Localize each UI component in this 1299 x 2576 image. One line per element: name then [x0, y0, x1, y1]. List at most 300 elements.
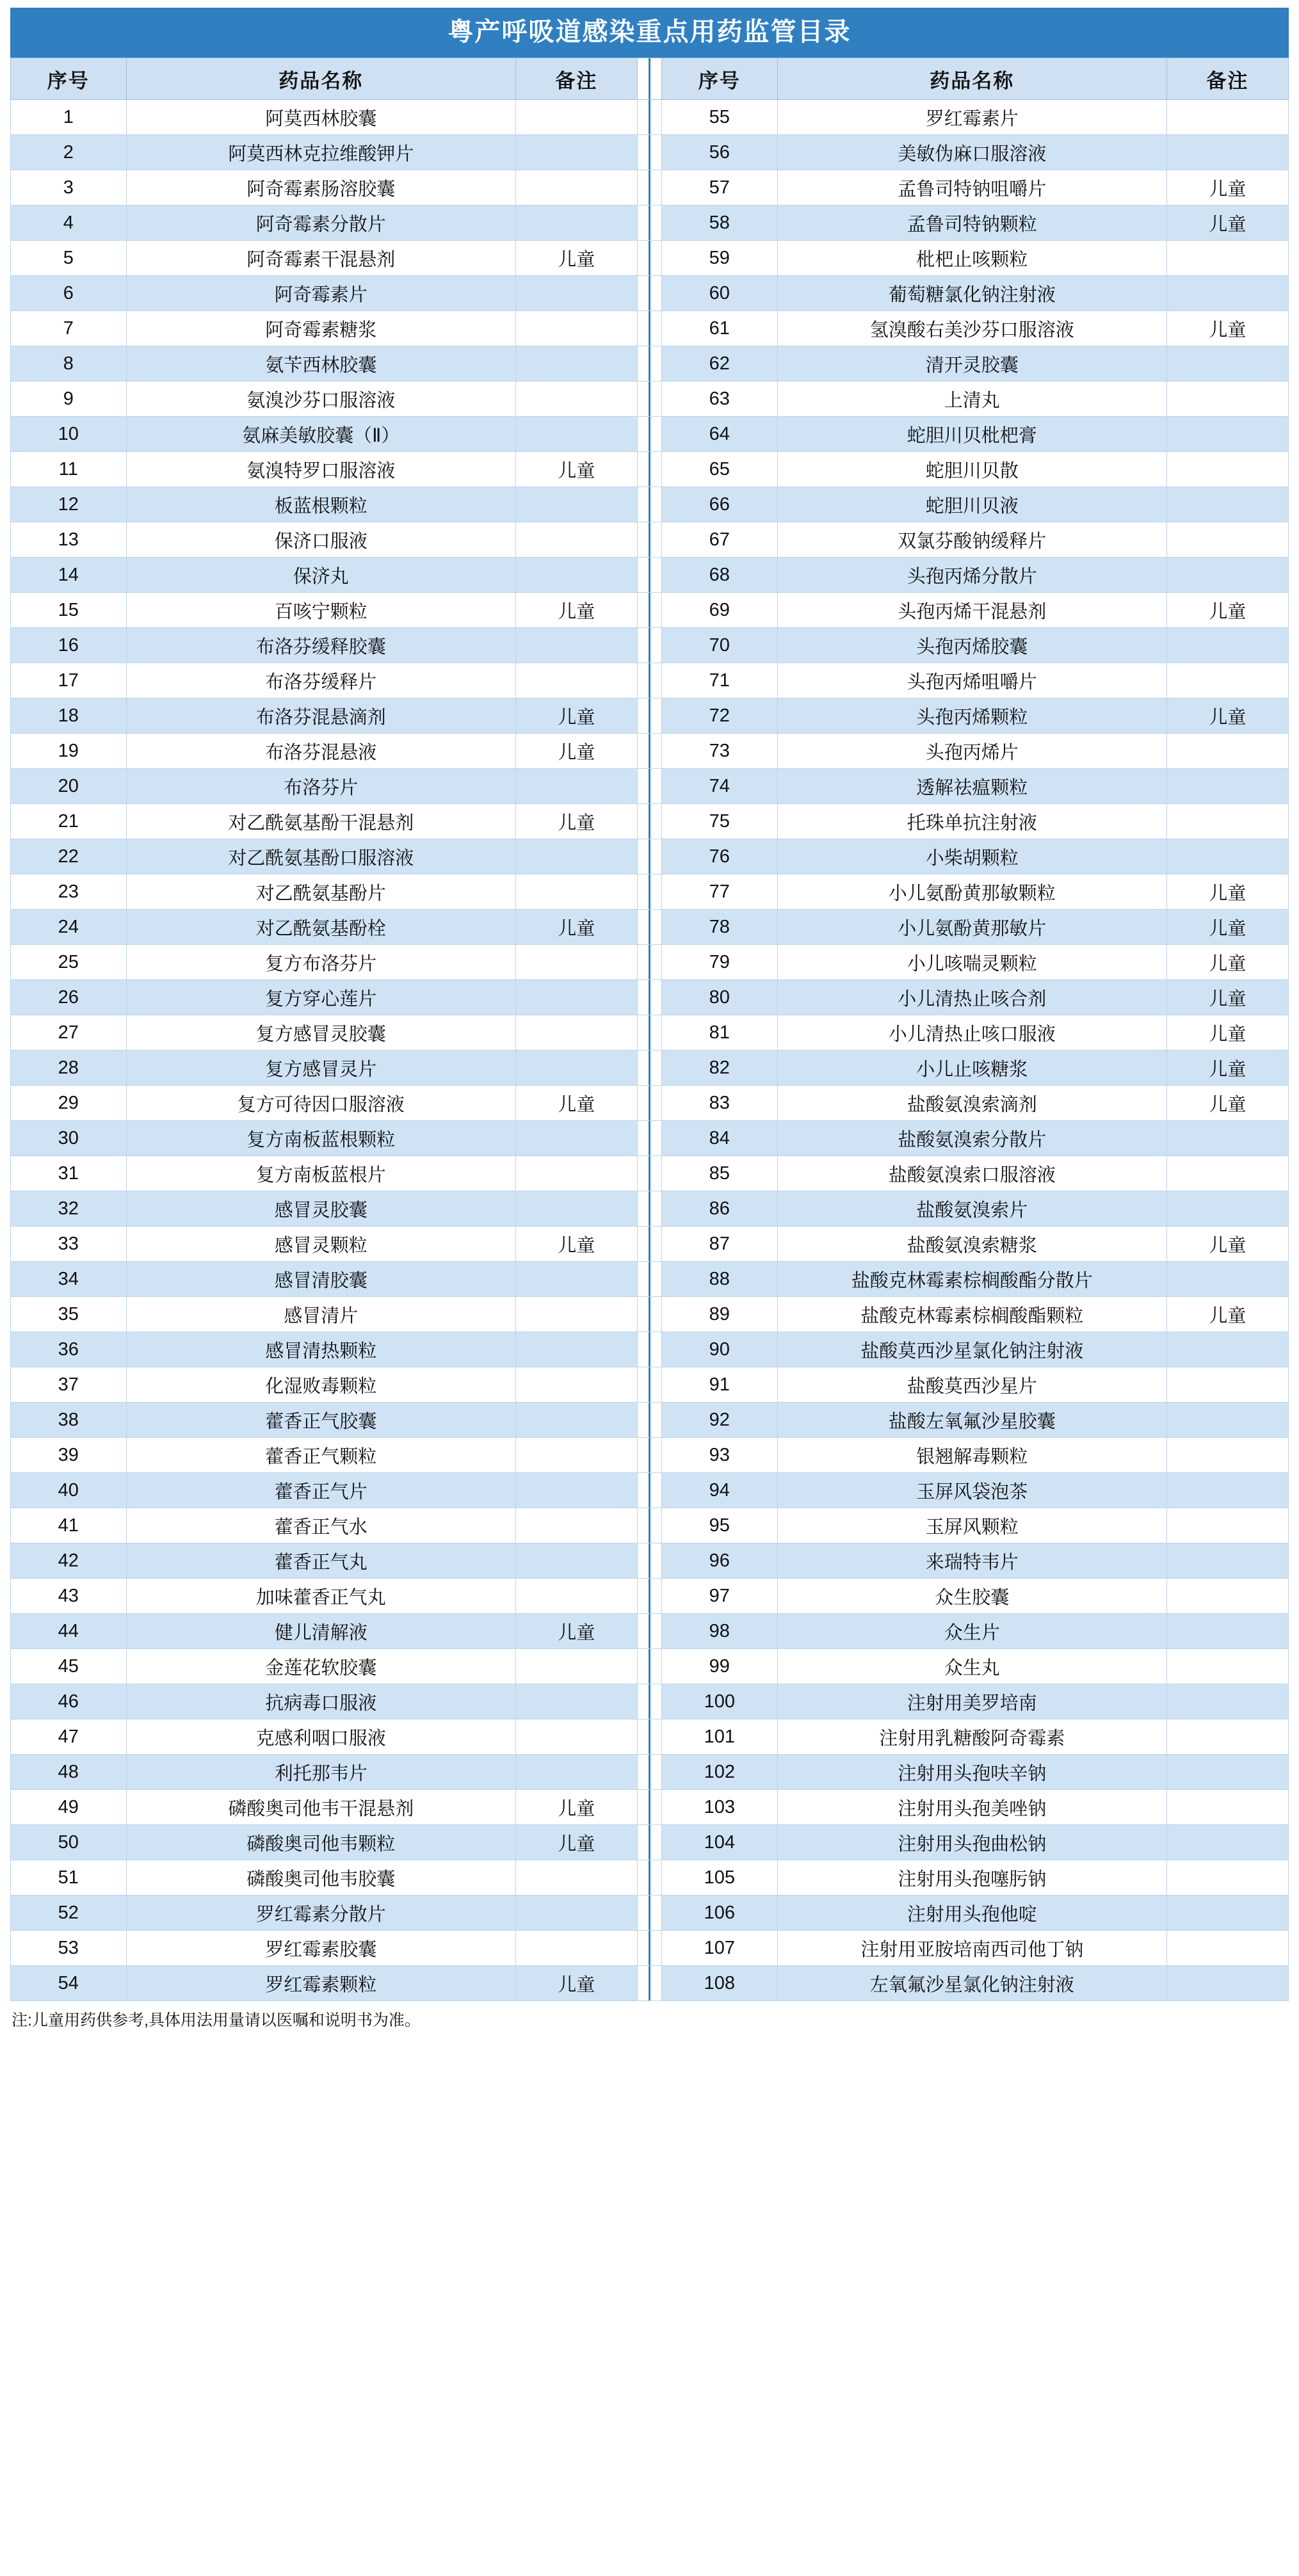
cell-name-left: 金莲花软胶囊	[126, 1649, 515, 1684]
cell-seq-right: 65	[661, 452, 777, 487]
cell-note-left	[515, 874, 637, 910]
table-row	[11, 522, 1289, 558]
cell-note-left: 儿童	[515, 698, 637, 734]
cell-note-right	[1166, 417, 1288, 452]
cell-seq-right: 82	[661, 1051, 777, 1086]
cell-note-right: 儿童	[1166, 1051, 1288, 1086]
cell-name-left: 布洛芬混悬液	[126, 734, 515, 769]
column-divider	[637, 1086, 661, 1121]
cell-seq-right: 89	[661, 1297, 777, 1332]
table-row	[11, 1543, 1289, 1579]
table-row	[11, 1719, 1289, 1755]
cell-name-right: 孟鲁司特钠颗粒	[777, 205, 1166, 241]
table-row	[11, 593, 1289, 628]
cell-seq-left: 7	[11, 311, 127, 346]
cell-name-left: 布洛芬混悬滴剂	[126, 698, 515, 734]
cell-note-right	[1166, 1579, 1288, 1614]
cell-seq-right: 97	[661, 1579, 777, 1614]
cell-name-right: 头孢丙烯片	[777, 734, 1166, 769]
cell-note-left	[515, 170, 637, 205]
cell-name-left: 氨麻美敏胶囊（Ⅱ）	[126, 417, 515, 452]
table-row	[11, 1121, 1289, 1156]
column-divider	[637, 241, 661, 276]
cell-note-left: 儿童	[515, 1825, 637, 1860]
cell-note-right: 儿童	[1166, 945, 1288, 980]
cell-name-right: 众生胶囊	[777, 1579, 1166, 1614]
table-row	[11, 170, 1289, 205]
column-divider	[637, 1825, 661, 1860]
cell-name-right: 美敏伪麻口服溶液	[777, 135, 1166, 170]
column-header-name-left: 药品名称	[126, 58, 515, 100]
cell-note-right	[1166, 1649, 1288, 1684]
cell-note-left	[515, 1473, 637, 1508]
cell-note-right	[1166, 734, 1288, 769]
cell-name-left: 阿奇霉素分散片	[126, 205, 515, 241]
cell-name-left: 藿香正气颗粒	[126, 1438, 515, 1473]
cell-note-left	[515, 205, 637, 241]
cell-note-left: 儿童	[515, 910, 637, 945]
cell-name-right: 注射用美罗培南	[777, 1684, 1166, 1719]
cell-note-right	[1166, 135, 1288, 170]
cell-seq-left: 53	[11, 1931, 127, 1966]
table-row	[11, 1191, 1289, 1227]
cell-note-right	[1166, 1825, 1288, 1860]
column-divider	[637, 487, 661, 522]
cell-note-right: 儿童	[1166, 593, 1288, 628]
cell-name-left: 罗红霉素分散片	[126, 1896, 515, 1931]
cell-note-right	[1166, 1438, 1288, 1473]
table-row	[11, 558, 1289, 593]
cell-seq-left: 36	[11, 1332, 127, 1367]
cell-note-left	[515, 522, 637, 558]
column-header-seq-right: 序号	[661, 58, 777, 100]
cell-name-right: 上清丸	[777, 382, 1166, 417]
cell-note-left	[515, 1015, 637, 1051]
cell-seq-right: 98	[661, 1614, 777, 1649]
column-divider	[637, 698, 661, 734]
table-header	[11, 58, 1289, 100]
cell-name-left: 感冒清片	[126, 1297, 515, 1332]
cell-seq-left: 43	[11, 1579, 127, 1614]
cell-name-left: 对乙酰氨基酚栓	[126, 910, 515, 945]
cell-name-left: 保济口服液	[126, 522, 515, 558]
cell-note-left	[515, 1684, 637, 1719]
cell-note-right	[1166, 628, 1288, 663]
cell-note-right	[1166, 1896, 1288, 1931]
cell-name-left: 罗红霉素颗粒	[126, 1966, 515, 2001]
cell-seq-right: 64	[661, 417, 777, 452]
cell-name-right: 小儿清热止咳口服液	[777, 1015, 1166, 1051]
cell-name-left: 阿奇霉素糖浆	[126, 311, 515, 346]
cell-name-right: 头孢丙烯胶囊	[777, 628, 1166, 663]
cell-name-right: 盐酸左氧氟沙星胶囊	[777, 1403, 1166, 1438]
cell-note-right	[1166, 804, 1288, 839]
column-divider	[637, 1367, 661, 1403]
cell-note-right: 儿童	[1166, 170, 1288, 205]
cell-name-left: 氨溴沙芬口服溶液	[126, 382, 515, 417]
cell-name-right: 头孢丙烯干混悬剂	[777, 593, 1166, 628]
column-divider	[637, 1614, 661, 1649]
cell-seq-right: 80	[661, 980, 777, 1015]
table-row	[11, 1297, 1289, 1332]
cell-note-left: 儿童	[515, 452, 637, 487]
cell-name-right: 注射用头孢呋辛钠	[777, 1755, 1166, 1790]
column-divider	[637, 1015, 661, 1051]
cell-seq-right: 56	[661, 135, 777, 170]
cell-seq-right: 58	[661, 205, 777, 241]
cell-note-left	[515, 276, 637, 311]
table-header-row	[11, 58, 1289, 100]
column-divider	[637, 1579, 661, 1614]
cell-name-left: 阿奇霉素干混悬剂	[126, 241, 515, 276]
cell-name-left: 复方感冒灵片	[126, 1051, 515, 1086]
cell-note-left	[515, 1051, 637, 1086]
cell-note-left	[515, 1332, 637, 1367]
cell-note-left	[515, 487, 637, 522]
cell-note-right	[1166, 1473, 1288, 1508]
cell-seq-left: 13	[11, 522, 127, 558]
column-divider	[637, 1755, 661, 1790]
cell-name-left: 加味藿香正气丸	[126, 1579, 515, 1614]
cell-name-left: 复方布洛芬片	[126, 945, 515, 980]
cell-name-right: 蛇胆川贝液	[777, 487, 1166, 522]
cell-seq-right: 74	[661, 769, 777, 804]
cell-note-left: 儿童	[515, 593, 637, 628]
cell-note-left	[515, 839, 637, 874]
column-header-seq-left: 序号	[11, 58, 127, 100]
cell-name-right: 盐酸莫西沙星片	[777, 1367, 1166, 1403]
cell-seq-right: 96	[661, 1543, 777, 1579]
cell-name-right: 盐酸氨溴索滴剂	[777, 1086, 1166, 1121]
column-divider	[637, 1156, 661, 1191]
column-divider	[637, 1473, 661, 1508]
table-row	[11, 1367, 1289, 1403]
column-divider	[637, 1438, 661, 1473]
cell-note-left: 儿童	[515, 734, 637, 769]
cell-name-left: 感冒清胶囊	[126, 1262, 515, 1297]
cell-seq-left: 14	[11, 558, 127, 593]
column-divider	[637, 135, 661, 170]
cell-note-left	[515, 1438, 637, 1473]
column-divider	[637, 1191, 661, 1227]
cell-note-left	[515, 1649, 637, 1684]
cell-note-right	[1166, 1719, 1288, 1755]
cell-seq-left: 33	[11, 1227, 127, 1262]
cell-name-left: 克感利咽口服液	[126, 1719, 515, 1755]
cell-name-right: 玉屏风袋泡茶	[777, 1473, 1166, 1508]
cell-name-left: 磷酸奥司他韦颗粒	[126, 1825, 515, 1860]
cell-note-left	[515, 1719, 637, 1755]
cell-name-right: 小柴胡颗粒	[777, 839, 1166, 874]
cell-seq-left: 12	[11, 487, 127, 522]
cell-note-right: 儿童	[1166, 874, 1288, 910]
column-divider	[637, 452, 661, 487]
cell-seq-left: 52	[11, 1896, 127, 1931]
column-divider	[637, 58, 661, 100]
column-header-note-left: 备注	[515, 58, 637, 100]
cell-seq-left: 41	[11, 1508, 127, 1543]
cell-note-right	[1166, 769, 1288, 804]
cell-name-right: 小儿咳喘灵颗粒	[777, 945, 1166, 980]
cell-seq-right: 104	[661, 1825, 777, 1860]
cell-note-right: 儿童	[1166, 311, 1288, 346]
cell-seq-left: 25	[11, 945, 127, 980]
table-row	[11, 1403, 1289, 1438]
table-row	[11, 135, 1289, 170]
cell-seq-right: 55	[661, 100, 777, 135]
cell-name-right: 注射用乳糖酸阿奇霉素	[777, 1719, 1166, 1755]
cell-note-right	[1166, 1156, 1288, 1191]
cell-seq-left: 30	[11, 1121, 127, 1156]
cell-note-right	[1166, 452, 1288, 487]
cell-note-left	[515, 135, 637, 170]
cell-name-left: 藿香正气水	[126, 1508, 515, 1543]
column-divider	[637, 417, 661, 452]
cell-name-left: 复方南板蓝根片	[126, 1156, 515, 1191]
cell-name-right: 注射用头孢美唑钠	[777, 1790, 1166, 1825]
cell-seq-right: 106	[661, 1896, 777, 1931]
cell-note-left: 儿童	[515, 1614, 637, 1649]
column-divider	[637, 1297, 661, 1332]
cell-seq-right: 101	[661, 1719, 777, 1755]
footnote: 注:儿童用药供参考,具体用法用量请以医嘱和说明书为准。	[12, 2011, 421, 2029]
column-divider	[637, 558, 661, 593]
cell-seq-left: 40	[11, 1473, 127, 1508]
cell-seq-left: 49	[11, 1790, 127, 1825]
cell-note-right	[1166, 1931, 1288, 1966]
cell-note-left	[515, 1931, 637, 1966]
cell-name-right: 双氯芬酸钠缓释片	[777, 522, 1166, 558]
cell-name-left: 阿莫西林胶囊	[126, 100, 515, 135]
cell-name-right: 头孢丙烯咀嚼片	[777, 663, 1166, 698]
table-row	[11, 205, 1289, 241]
cell-name-right: 众生片	[777, 1614, 1166, 1649]
column-divider	[637, 1966, 661, 2001]
column-divider	[637, 945, 661, 980]
table-row	[11, 1614, 1289, 1649]
table-row	[11, 945, 1289, 980]
cell-seq-left: 51	[11, 1860, 127, 1896]
cell-seq-left: 42	[11, 1543, 127, 1579]
cell-seq-left: 50	[11, 1825, 127, 1860]
cell-seq-left: 10	[11, 417, 127, 452]
cell-name-right: 孟鲁司特钠咀嚼片	[777, 170, 1166, 205]
cell-note-left	[515, 558, 637, 593]
cell-name-right: 托珠单抗注射液	[777, 804, 1166, 839]
column-divider	[637, 628, 661, 663]
cell-seq-left: 2	[11, 135, 127, 170]
cell-name-left: 氨苄西林胶囊	[126, 346, 515, 382]
cell-seq-left: 15	[11, 593, 127, 628]
column-divider	[637, 1931, 661, 1966]
cell-name-right: 小儿氨酚黄那敏片	[777, 910, 1166, 945]
cell-seq-left: 18	[11, 698, 127, 734]
cell-name-left: 藿香正气丸	[126, 1543, 515, 1579]
cell-seq-left: 8	[11, 346, 127, 382]
cell-seq-right: 59	[661, 241, 777, 276]
table-row	[11, 1579, 1289, 1614]
table-row	[11, 100, 1289, 135]
cell-note-left	[515, 1543, 637, 1579]
table-row	[11, 417, 1289, 452]
cell-note-left: 儿童	[515, 1086, 637, 1121]
cell-name-left: 复方可待因口服溶液	[126, 1086, 515, 1121]
column-divider	[637, 663, 661, 698]
cell-note-right	[1166, 1367, 1288, 1403]
cell-name-left: 对乙酰氨基酚口服溶液	[126, 839, 515, 874]
column-header-note-right: 备注	[1166, 58, 1288, 100]
cell-name-left: 对乙酰氨基酚片	[126, 874, 515, 910]
cell-name-right: 头孢丙烯分散片	[777, 558, 1166, 593]
cell-seq-left: 20	[11, 769, 127, 804]
cell-seq-right: 108	[661, 1966, 777, 2001]
cell-name-right: 清开灵胶囊	[777, 346, 1166, 382]
column-divider	[637, 1332, 661, 1367]
table-row	[11, 1931, 1289, 1966]
cell-seq-right: 87	[661, 1227, 777, 1262]
cell-name-left: 保济丸	[126, 558, 515, 593]
cell-seq-right: 77	[661, 874, 777, 910]
table-row	[11, 1086, 1289, 1121]
table-row	[11, 452, 1289, 487]
cell-seq-right: 72	[661, 698, 777, 734]
table-row	[11, 276, 1289, 311]
cell-note-left	[515, 1508, 637, 1543]
cell-seq-left: 24	[11, 910, 127, 945]
cell-seq-left: 21	[11, 804, 127, 839]
table-row	[11, 980, 1289, 1015]
cell-seq-right: 90	[661, 1332, 777, 1367]
cell-note-right	[1166, 346, 1288, 382]
cell-note-left	[515, 1191, 637, 1227]
cell-name-left: 复方穿心莲片	[126, 980, 515, 1015]
cell-seq-left: 34	[11, 1262, 127, 1297]
cell-name-right: 众生丸	[777, 1649, 1166, 1684]
cell-name-left: 利托那韦片	[126, 1755, 515, 1790]
column-divider	[637, 593, 661, 628]
column-divider	[637, 276, 661, 311]
table-row	[11, 698, 1289, 734]
column-divider	[637, 1403, 661, 1438]
cell-note-right: 儿童	[1166, 1015, 1288, 1051]
cell-note-right	[1166, 382, 1288, 417]
column-divider	[637, 1649, 661, 1684]
cell-note-right: 儿童	[1166, 698, 1288, 734]
column-divider	[637, 1719, 661, 1755]
table-row	[11, 1966, 1289, 2001]
cell-note-right	[1166, 1403, 1288, 1438]
cell-note-left	[515, 1367, 637, 1403]
cell-note-left: 儿童	[515, 1227, 637, 1262]
cell-note-right: 儿童	[1166, 980, 1288, 1015]
column-divider	[637, 1543, 661, 1579]
cell-seq-left: 29	[11, 1086, 127, 1121]
cell-note-left	[515, 1297, 637, 1332]
cell-seq-left: 26	[11, 980, 127, 1015]
table-body	[11, 100, 1289, 2001]
cell-note-right	[1166, 1332, 1288, 1367]
table-row	[11, 1332, 1289, 1367]
cell-seq-left: 3	[11, 170, 127, 205]
cell-note-right	[1166, 1543, 1288, 1579]
cell-seq-right: 94	[661, 1473, 777, 1508]
cell-name-left: 感冒清热颗粒	[126, 1332, 515, 1367]
table-row	[11, 1262, 1289, 1297]
cell-name-right: 银翘解毒颗粒	[777, 1438, 1166, 1473]
column-divider	[637, 1684, 661, 1719]
cell-name-right: 盐酸克林霉素棕榈酸酯分散片	[777, 1262, 1166, 1297]
cell-note-right	[1166, 1262, 1288, 1297]
cell-seq-left: 39	[11, 1438, 127, 1473]
column-divider	[637, 100, 661, 135]
cell-seq-right: 76	[661, 839, 777, 874]
cell-name-left: 阿莫西林克拉维酸钾片	[126, 135, 515, 170]
table-row	[11, 910, 1289, 945]
table-row	[11, 1860, 1289, 1896]
cell-seq-left: 44	[11, 1614, 127, 1649]
cell-name-right: 透解祛瘟颗粒	[777, 769, 1166, 804]
cell-note-left: 儿童	[515, 241, 637, 276]
column-divider	[637, 980, 661, 1015]
cell-seq-right: 67	[661, 522, 777, 558]
cell-seq-left: 22	[11, 839, 127, 874]
cell-name-left: 抗病毒口服液	[126, 1684, 515, 1719]
cell-note-left	[515, 346, 637, 382]
table-row	[11, 1473, 1289, 1508]
table-row	[11, 1896, 1289, 1931]
cell-note-right	[1166, 100, 1288, 135]
cell-seq-left: 37	[11, 1367, 127, 1403]
table-row	[11, 1156, 1289, 1191]
column-divider	[637, 769, 661, 804]
page-title: 粤产呼吸道感染重点用药监管目录	[10, 8, 1289, 58]
cell-name-left: 复方南板蓝根颗粒	[126, 1121, 515, 1156]
cell-note-left	[515, 1579, 637, 1614]
cell-note-left	[515, 945, 637, 980]
cell-name-right: 盐酸克林霉素棕榈酸酯颗粒	[777, 1297, 1166, 1332]
cell-name-right: 蛇胆川贝枇杷膏	[777, 417, 1166, 452]
cell-name-left: 百咳宁颗粒	[126, 593, 515, 628]
cell-name-right: 玉屏风颗粒	[777, 1508, 1166, 1543]
cell-name-right: 来瑞特韦片	[777, 1543, 1166, 1579]
cell-note-left	[515, 1262, 637, 1297]
cell-note-right	[1166, 1790, 1288, 1825]
table-row	[11, 839, 1289, 874]
cell-seq-right: 102	[661, 1755, 777, 1790]
cell-seq-left: 5	[11, 241, 127, 276]
cell-seq-right: 78	[661, 910, 777, 945]
table-row	[11, 382, 1289, 417]
cell-name-left: 板蓝根颗粒	[126, 487, 515, 522]
cell-name-right: 蛇胆川贝散	[777, 452, 1166, 487]
cell-seq-left: 35	[11, 1297, 127, 1332]
table-row	[11, 1755, 1289, 1790]
column-divider	[637, 804, 661, 839]
cell-name-left: 藿香正气胶囊	[126, 1403, 515, 1438]
cell-seq-right: 99	[661, 1649, 777, 1684]
cell-seq-left: 9	[11, 382, 127, 417]
cell-name-left: 藿香正气片	[126, 1473, 515, 1508]
table-row	[11, 734, 1289, 769]
cell-name-right: 葡萄糖氯化钠注射液	[777, 276, 1166, 311]
cell-seq-left: 6	[11, 276, 127, 311]
column-divider	[637, 1790, 661, 1825]
cell-note-right	[1166, 522, 1288, 558]
cell-note-right: 儿童	[1166, 1086, 1288, 1121]
cell-seq-left: 16	[11, 628, 127, 663]
cell-name-right: 盐酸莫西沙星氯化钠注射液	[777, 1332, 1166, 1367]
cell-seq-right: 63	[661, 382, 777, 417]
